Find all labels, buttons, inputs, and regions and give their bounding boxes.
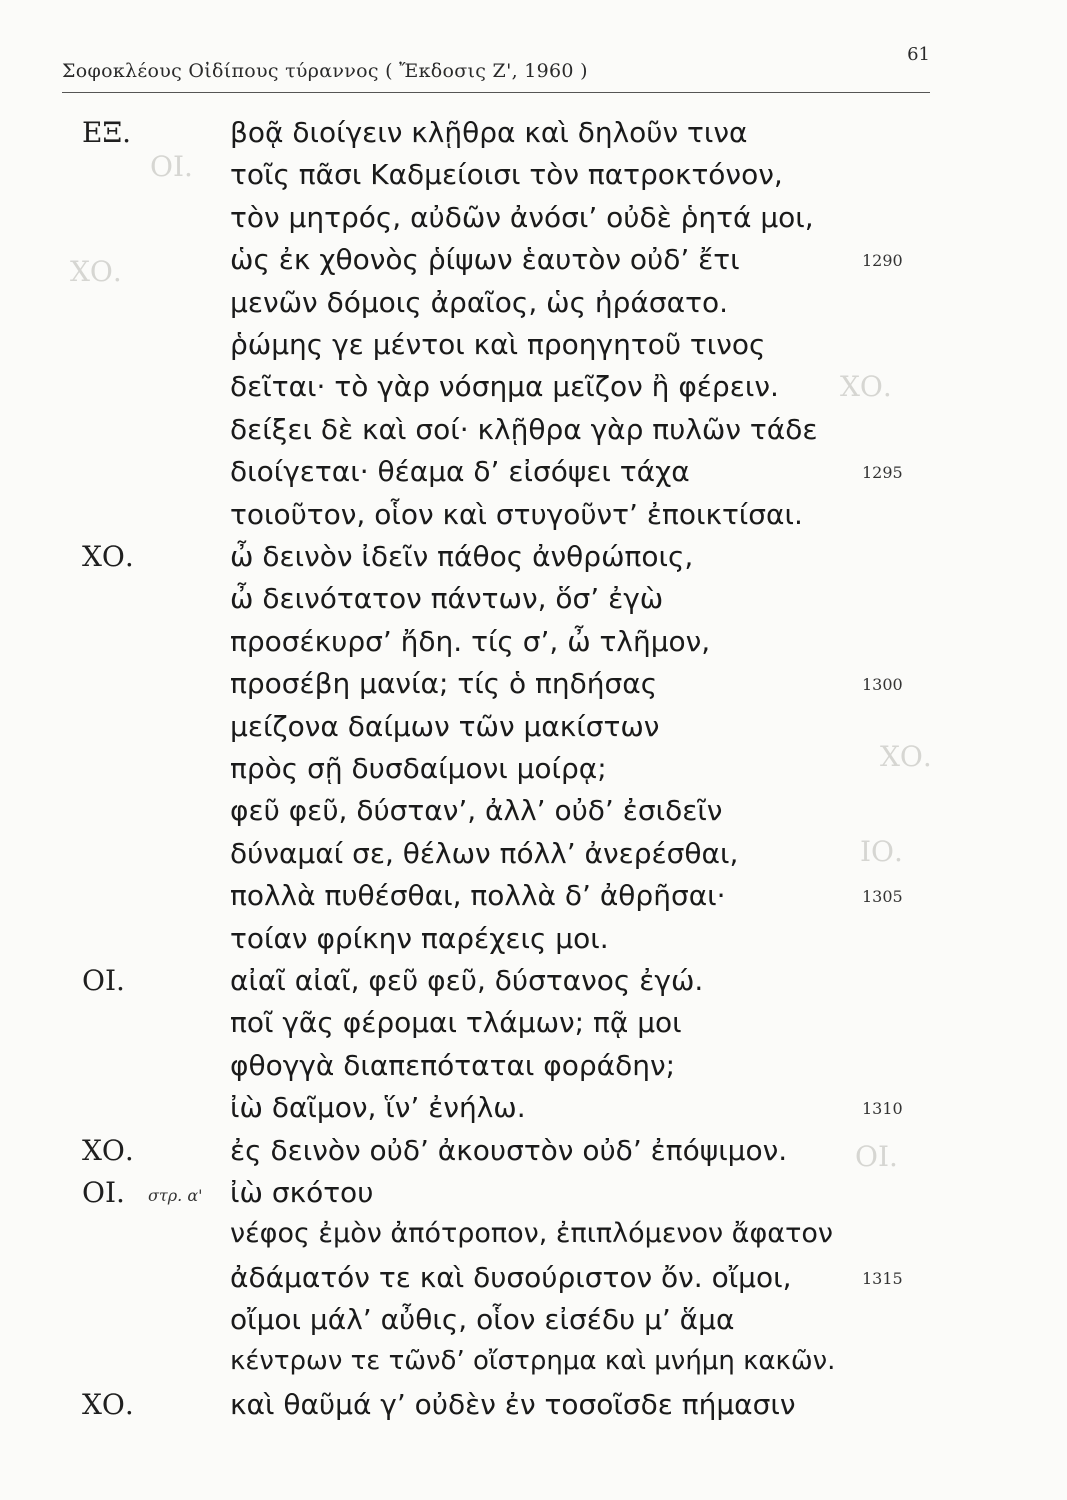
verse-line [0,752,1067,792]
speaker-label: ΕΞ. [82,116,132,149]
verse-text: πολλὰ πυθέσθαι, πολλὰ δ’ ἀθρῆσαι· [230,879,726,913]
verse-text: πρὸς σῇ δυσδαίμονι μοίρᾳ; [230,752,607,785]
verse-line [0,498,1067,538]
verse-line [0,922,1067,962]
verse-line [0,1134,1067,1174]
verse-line [0,1176,1067,1216]
verse-text: οἴμοι μάλ’ αὖθις, οἷον εἰσέδυ μ’ ἅμα [230,1303,735,1337]
verse-text: διοίγεται· θέαμα δ’ εἰσόψει τάχα [230,455,690,489]
verse-text: προσέκυρσ’ ἤδη. τίς σ’, ὦ τλῆμον, [230,624,711,658]
verse-line [0,1006,1067,1046]
verse-line [0,370,1067,410]
verse-line [0,794,1067,834]
verse-text: δείξει δὲ καὶ σοί· κλῇθρα γὰρ πυλῶν τάδε [230,412,818,446]
verse-text: καὶ θαῦμά γ’ οὐδὲν ἐν τοσοῖσδε πήμασιν [230,1388,796,1421]
running-title: Σοφοκλέους Οἰδίπους τύραννος ( Ἔκδοσις Ζ', 1960 ) [62,60,588,82]
verse-line [0,455,1067,495]
show-through-ghost: ΟΙ. [855,1140,898,1173]
verse-line [0,625,1067,665]
verse-text: μείζονα δαίμων τῶν μακίστων [230,709,660,743]
verse-text: ἰὼ σκότου [230,1176,374,1209]
verse-line [0,879,1067,919]
verse-line [0,1303,1067,1343]
show-through-ghost: ΧΟ. [840,370,892,403]
verse-text: φεῦ φεῦ, δύσταν’, ἀλλ’ οὐδ’ ἐσιδεῖν [230,794,723,828]
verse-line [0,201,1067,241]
speaker-label: ΧΟ. [82,1388,134,1421]
verse-line [0,1091,1067,1131]
verse-line [0,964,1067,1004]
verse-text: ῥώμης γε μέντοι καὶ προηγητοῦ τινος [230,328,766,361]
verse-line [0,1049,1067,1089]
speaker-label: ΟΙ. [82,964,125,997]
verse-line [0,667,1067,707]
verse-text: τοῖς πᾶσι Καδμείοισι τὸν πατροκτόνον, [230,158,783,192]
running-header [62,44,930,93]
verse-line [0,1261,1067,1301]
verse-text: νέφος ἐμὸν ἀπότροπον, ἐπιπλόμενον ἄφατον [230,1218,833,1250]
verse-text: ἐς δεινὸν οὐδ’ ἀκουστὸν οὐδ’ ἐπόψιμον. [230,1133,788,1167]
page-number: 61 [907,44,930,65]
verse-text: κέντρων τε τῶνδ’ οἴστρημα καὶ μνήμη κακῶν. [230,1345,836,1376]
verse-line [0,582,1067,622]
speaker-label: ΧΟ. [82,540,134,573]
verse-text: ὦ δεινότατον πάντων, ὅσ’ ἐγὼ [230,582,664,616]
verse-line [0,1388,1067,1428]
verse-text: βοᾷ διοίγειν κλῇθρα καὶ δηλοῦν τινα [230,116,748,149]
verse-text: δεῖται· τὸ γὰρ νόσημα μεῖζον ἢ φέρειν. [230,370,779,404]
line-number: 1290 [862,251,903,271]
show-through-ghost: ΧΟ. [70,255,122,288]
verse-line [0,116,1067,156]
verse-line [0,1346,1067,1386]
verse-text: αἰαῖ αἰαῖ, φεῦ φεῦ, δύστανος ἐγώ. [230,964,704,997]
line-number: 1315 [862,1268,903,1288]
verse-text: τοίαν φρίκην παρέχεις μοι. [230,921,609,955]
verse-text: ὦ δεινὸν ἰδεῖν πάθος ἀνθρώποις, [230,540,694,573]
speaker-label: ΧΟ. [82,1133,134,1167]
verse-text: ποῖ γᾶς φέρομαι τλάμων; πᾷ μοι [230,1006,682,1040]
verse-text: φθογγὰ διαπεπόταται φοράδην; [230,1048,676,1082]
verse-line [0,158,1067,198]
verse-line [0,243,1067,283]
verse-line [0,328,1067,368]
verse-text: προσέβη μανία; τίς ὁ πηδήσας [230,667,658,701]
speaker-label: ΟΙ. [82,1176,125,1209]
verse-line [0,286,1067,326]
verse-text: τοιοῦτον, οἷον καὶ στυγοῦντ’ ἐποικτίσαι. [230,497,803,531]
line-number: 1295 [862,463,903,483]
verse-text: μενῶν δόμοις ἀραῖος, ὡς ἠράσατο. [230,285,728,319]
verse-line [0,1218,1067,1258]
verse-text: τὸν μητρός, αὐδῶν ἀνόσι’ οὐδὲ ῥητά μοι, [230,200,814,234]
verse-text: ὡς ἐκ χθονὸς ῥίψων ἑαυτὸν οὐδ’ ἔτι [230,243,740,277]
show-through-ghost: ΙΟ. [860,835,903,868]
line-number: 1310 [862,1099,903,1119]
verse-line [0,837,1067,877]
verse-line [0,540,1067,580]
line-number: 1305 [862,887,903,907]
verse-text: δύναμαί σε, θέλων πόλλ’ ἀνερέσθαι, [230,836,739,870]
line-number: 1300 [862,675,903,695]
show-through-ghost: ΧΟ. [880,740,932,773]
show-through-ghost: ΟΙ. [150,150,193,183]
verse-text: ἀδάματόν τε καὶ δυσούριστον ὄν. οἴμοι, [230,1260,792,1294]
verse-text: ἰὼ δαῖμον, ἵν’ ἐνήλω. [230,1091,526,1125]
verse-line [0,413,1067,453]
verse-line [0,710,1067,750]
strophe-label: στρ. α' [148,1186,203,1205]
